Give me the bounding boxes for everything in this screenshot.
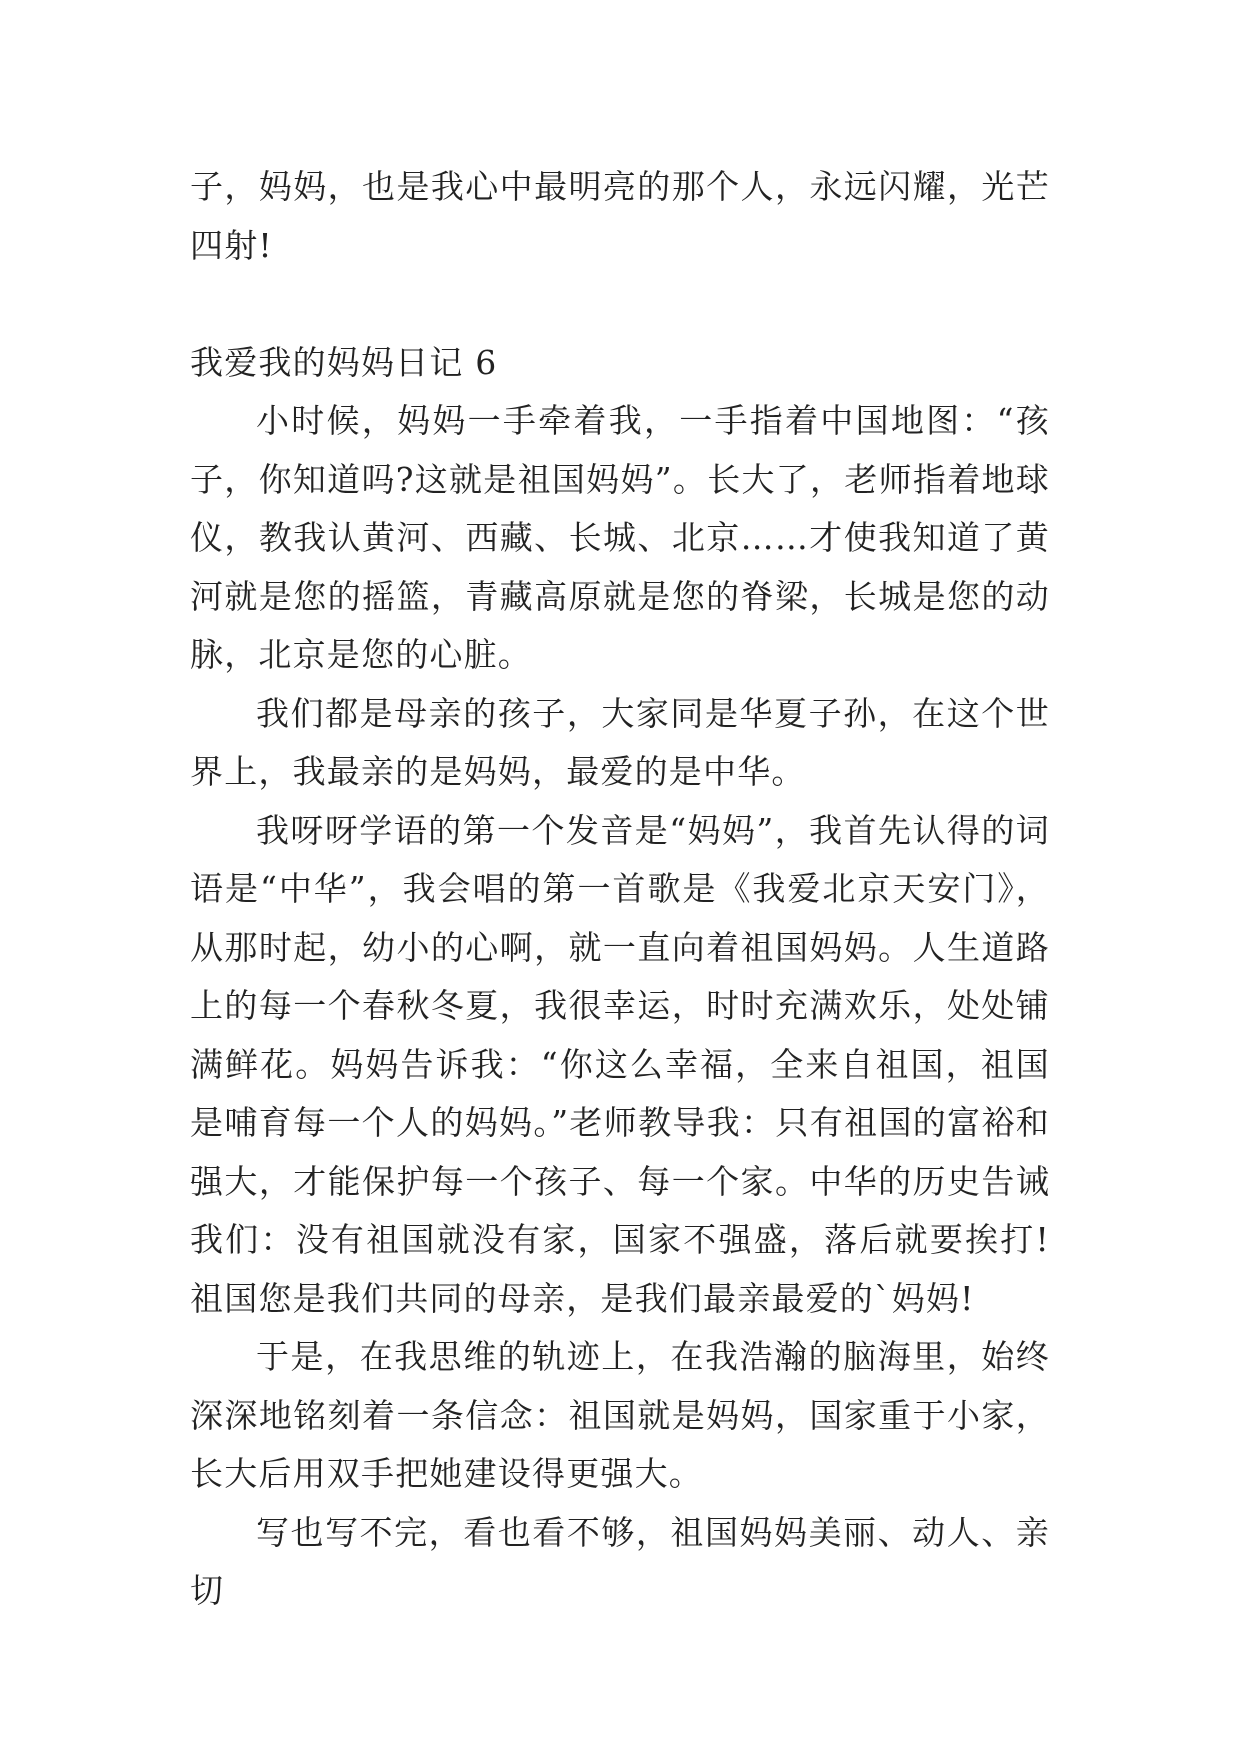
document-body [190, 158, 1050, 1621]
paragraph-1: 小时候，妈妈一手牵着我，一手指着中国地图：“孩子，你知道吗?这就是祖国妈妈”。长大了，老师指着地球仪，教我认黄河、西藏、长城、北京……才使我知道了黄河就是您的摇篮，青藏高原就是您的脊梁，长城是您的动脉，北京是您的心脏。 [190, 401, 1050, 674]
paragraph-3: 我呀呀学语的第一个发音是“妈妈”，我首先认得的词语是“中华”，我会唱的第一首歌是《我爱北京天安门》，从那时起，幼小的心啊，就一直向着祖国妈妈。人生道路上的每一个春秋冬夏，我很幸运，时时充满欢乐，处处铺满鲜花。妈妈告诉我：“你这么幸福，全来自祖国，祖国是哺育每一个人的妈妈。”老师教导我：只有祖国的富裕和强大，才能保护每一个孩子、每一个家。中华的历史告诫我们：没有祖国就没有家，国家不强盛，落后就要挨打!祖国您是我们共同的母亲，是我们最亲最爱的`妈妈! [190, 810, 1050, 1318]
paragraph-5: 写也写不完，看也看不够，祖国妈妈美丽、动人、亲切 [190, 1512, 1050, 1610]
paragraph-2: 我们都是母亲的孩子，大家同是华夏子孙，在这个世界上，我最亲的是妈妈，最爱的是中华。 [190, 693, 1050, 791]
section-title: 我爱我的妈妈日记 6 [190, 342, 498, 382]
lead-paragraph-fragment: 子，妈妈，也是我心中最明亮的那个人，永远闪耀，光芒四射! [190, 167, 1050, 265]
paragraph-4: 于是，在我思维的轨迹上，在我浩瀚的脑海里，始终深深地铭刻着一条信念：祖国就是妈妈，国家重于小家，长大后用双手把她建设得更强大。 [190, 1337, 1050, 1493]
